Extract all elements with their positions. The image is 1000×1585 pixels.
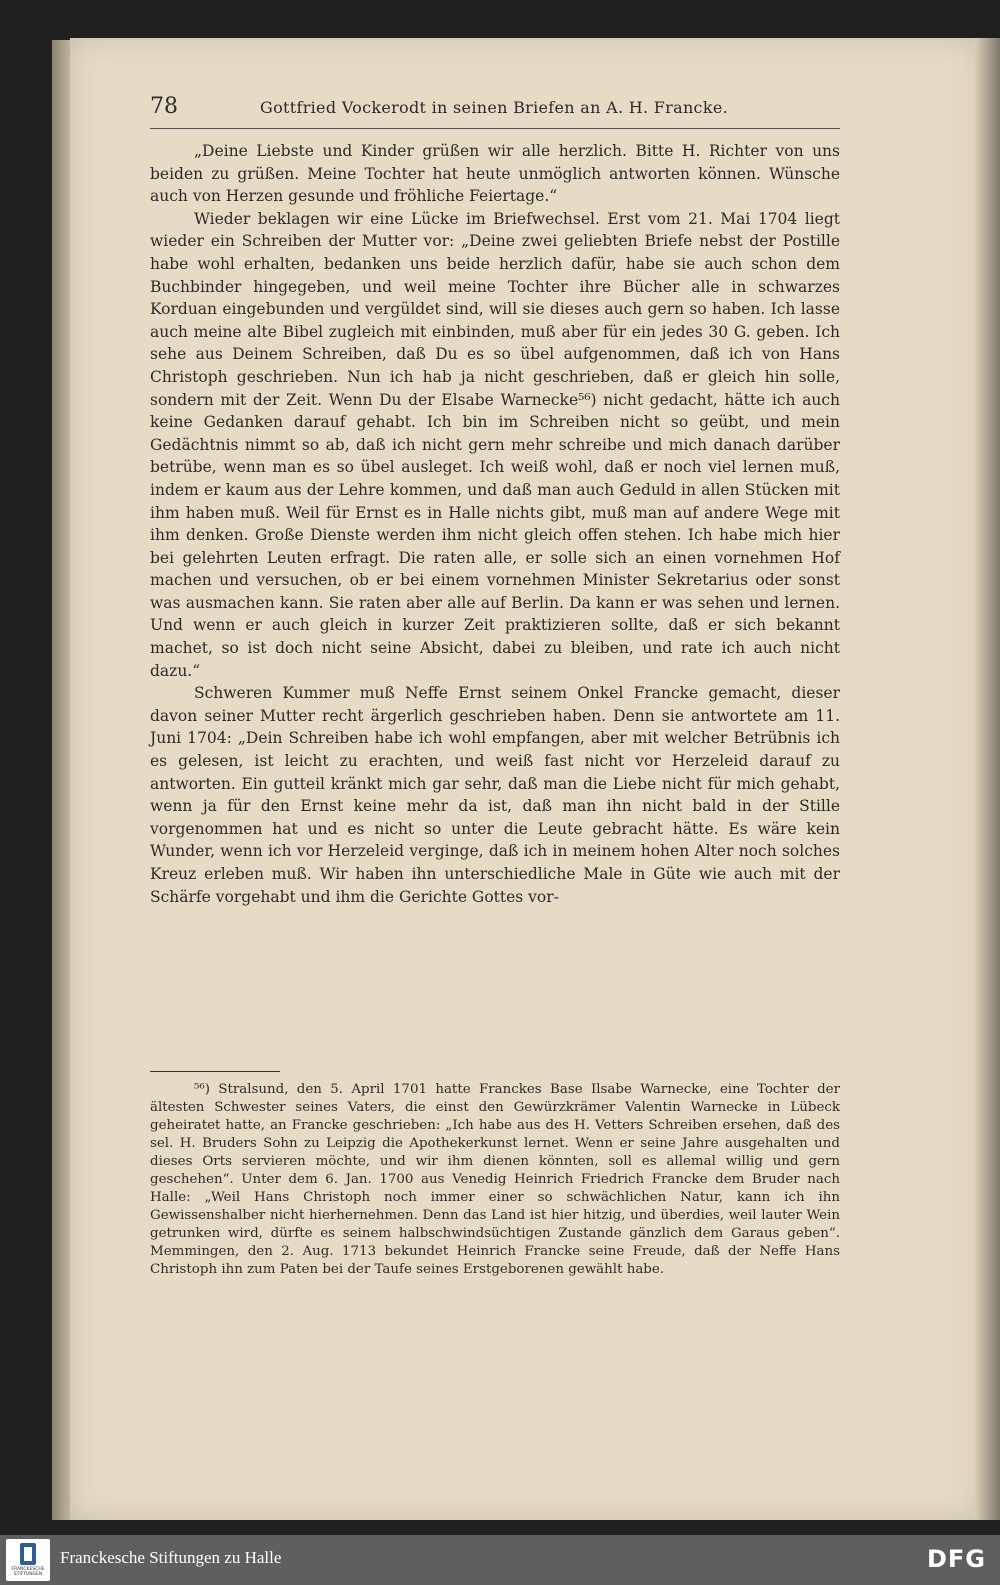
page-right-edge xyxy=(975,38,1000,1520)
paragraph: „Deine Liebste und Kinder grüßen wir alle herzlich. Bitte H. Richter von uns beiden zu grüßen. Meine Tochter hat heute unmöglich antworten können. Wünsche auch von Herzen gesunde und fröhliche Feiertage.“ xyxy=(150,142,840,206)
institution-link[interactable]: Franckesche Stiftungen zu Halle xyxy=(60,1548,282,1567)
logo-caption: FRANCKESCHE STIFTUNGEN xyxy=(11,1567,45,1577)
logo-icon xyxy=(20,1543,36,1565)
paragraph: Schweren Kummer muß Neffe Ernst seinem Onkel Francke gemacht, dieser davon seiner Mutter recht ärgerlich geschrieben haben. Denn sie antwortete am 11. Juni 1704: „Dein Schreiben habe ich wohl empfangen, aber mit welcher Betrübnis ich es gelesen, ist leicht zu erachten, und weiß fast nicht vor Herzeleid darauf zu antworten. Ein gutteil kränkt mich gar sehr, daß man die Liebe nicht für mich gehabt, wenn ja für den Ernst keine mehr da ist, daß man ihn nicht bald in der Stille vorgenommen hat und es nicht so unter die Leute gebracht hätte. Es wäre kein Wunder, wenn ich vor Herzeleid verginge, daß ich in meinem hohen Alter noch solches Kreuz erleben muß. Wir haben ihn unterschiedliche Male in Güte wie auch mit der Schärfe vorgehabt und ihm die Gerichte Gottes vor- xyxy=(150,684,840,906)
dfg-logo[interactable]: DFG xyxy=(926,1545,986,1573)
paragraph: Wieder beklagen wir eine Lücke im Briefwechsel. Erst vom 21. Mai 1704 liegt wieder ein Schreiben der Mutter vor: „Deine zwei geliebten Briefe nebst der Postille habe wohl erhalten, bedanken uns beide herzlich dafür, habe sie auch schon dem Buchbinder hingegeben, und weil meine Tochter ihre Bücher alle in schwarzes Korduan eingebunden und vergüldet sind, will sie dieses auch gern so haben. Ich lasse auch meine alte Bibel zugleich mit einbinden, muß aber für ein jedes 30 G. geben. Ich sehe aus Deinem Schreiben, daß Du es so übel aufgenommen, daß ich von Hans Christoph geschrieben. Nun ich hab ja nicht geschrieben, daß er gleich hin solle, sondern mit der Zeit. Wenn Du der Elsabe Warnecke⁵⁶) nicht gedacht, hätte ich auch keine Gedanken darauf gehabt. Ich bin im Schreiben nicht so geübt, und mein Gedächtnis nimmt so ab, daß ich nicht gern mehr schreibe und mich danach darüber betrübe, wenn man es so übel ausleget. Ich weiß wohl, daß er noch viel lernen muß, indem er kaum aus der Lehre kommen, und daß man auch Geduld in allen Stücken mit ihm haben muß. Weil für Ernst es in Halle nichts gibt, muß man auf andere Wege mit ihm denken. Große Dienste werden ihm nicht gleich offen stehen. Ich habe mich hier bei gelehrten Leuten erfragt. Die raten alle, er solle sich an einen vornehmen Hof machen und versuchen, ob er bei einem vornehmen Minister Sekretarius oder sonst was ausmachen kann. Sie raten aber alle auf Berlin. Da kann er was sehen und lernen. Und wenn er auch gleich in kurzer Zeit praktizieren sollte, daß er sich bekannt machet, so ist doch nicht seine Absicht, dabei zu bleiben, und rate ich auch nicht dazu.“ xyxy=(150,209,840,680)
footnote-divider xyxy=(150,1071,280,1072)
footnotes xyxy=(150,1081,840,1279)
franckesche-stiftungen-logo[interactable] xyxy=(6,1539,50,1581)
body-text xyxy=(150,140,840,908)
page-header xyxy=(150,90,840,129)
page-number: 78 xyxy=(150,94,178,119)
footnote-56: ⁵⁶) Stralsund, den 5. April 1701 hatte Franckes Base Ilsabe Warnecke, eine Tochter der ältesten Schwester seines Vaters, die einst den Gewürzkrämer Valentin Warnecke in Lübeck geheiratet hatte, an Francke geschrieben: „Ich habe aus des H. Vetters Schreiben ersehen, daß des sel. H. Bruders Sohn zu Leipzig die Apothekerkunst lernet. Wenn er seine Jahre ausgehalten und dieses Orts servieren möchte, und wir ihm dienen könnten, soll es allemal willig und gern geschehen“. Unter dem 6. Jan. 1700 aus Venedig Heinrich Friedrich Francke dem Bruder nach Halle: „Weil Hans Christoph noch immer einer so schwächlichen Natur, kann ich ihn Gewissenshalber nicht hierhernehmen. Denn das Land ist hier hitzig, und überdies, weil lauter Wein getrunken wird, dürfte es seinem halbschwindsüchtigen Zustande gänzlich dem Garaus geben“. Memmingen, den 2. Aug. 1713 bekundet Heinrich Francke seine Freude, daß der Neffe Hans Christoph ihn zum Paten bei der Taufe seines Erstgeborenen gewählt habe. xyxy=(150,1082,840,1277)
viewer-footer xyxy=(0,1535,1000,1585)
running-title: Gottfried Vockerodt in seinen Briefen an A. H. Francke. xyxy=(260,98,728,117)
